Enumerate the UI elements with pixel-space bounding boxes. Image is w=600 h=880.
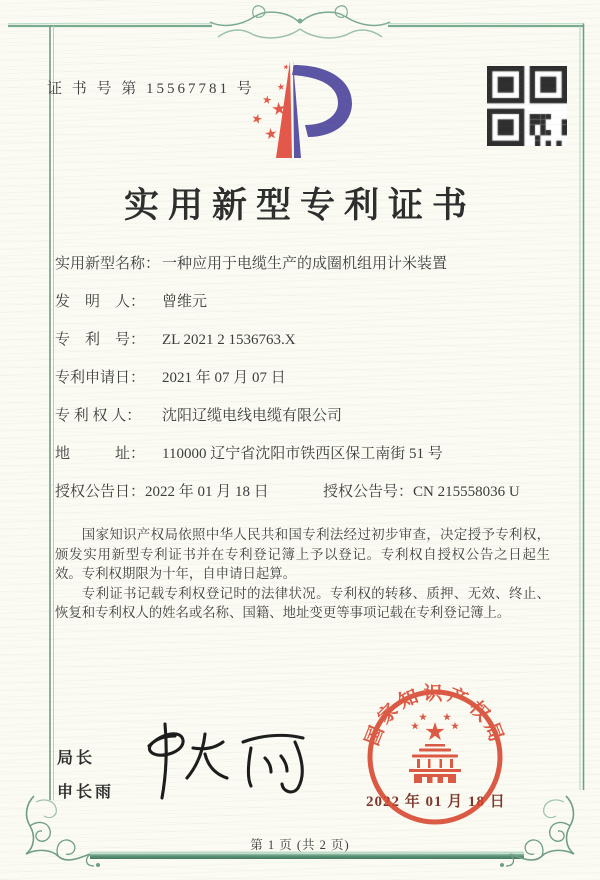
field-label: 专 利 权 人： <box>55 408 142 424</box>
field-label: 地 址： <box>55 446 146 462</box>
field-row-address <box>55 444 560 482</box>
field-row-inventor <box>55 292 560 330</box>
director-name: 申长雨 <box>57 784 115 801</box>
field-row-patent-number <box>55 330 560 368</box>
field-value: 沈阳辽缆电线电缆有限公司 <box>162 408 343 424</box>
field-value: 2021 年 07 月 07 日 <box>162 370 286 386</box>
field-label: 专 利 号： <box>55 332 146 348</box>
national-emblem-icon <box>409 713 461 783</box>
official-seal <box>349 671 521 843</box>
field-label: 专利申请日： <box>55 370 146 386</box>
grant-number <box>323 482 520 503</box>
legal-text-section <box>55 525 550 623</box>
field-label: 授权公告号： <box>323 484 414 500</box>
director-title: 局长 <box>57 750 96 767</box>
qr-code <box>487 66 567 146</box>
field-label: 发 明 人： <box>55 294 146 310</box>
field-label: 授权公告日： <box>55 484 146 500</box>
field-label: 实用新型名称： <box>55 256 161 272</box>
field-row-name <box>55 254 560 292</box>
seal-date: 2022 年 01 月 18 日 <box>366 794 506 810</box>
fields-section <box>55 254 560 520</box>
grant-date <box>55 482 323 503</box>
field-row-grant <box>55 482 560 520</box>
field-value: ZL 2021 2 1536763.X <box>162 332 296 348</box>
cnipa-logo-icon <box>231 58 367 166</box>
field-row-filing-date <box>55 368 560 406</box>
certificate-number: 证 书 号 第 15567781 号 <box>47 81 255 97</box>
seal-text: 国家知识产权局 <box>361 683 509 749</box>
legal-paragraph-2: 专利证书记载专利权登记时的法律状况。专利权的转移、质押、无效、终止、恢复和专利权人的姓名或名称、国籍、地址变更等事项记载在专利登记簿上。 <box>55 585 550 620</box>
field-value: 110000 辽宁省沈阳市铁西区保工南街 51 号 <box>162 446 443 462</box>
field-value: CN 215558036 U <box>413 484 520 500</box>
director-block <box>57 742 114 810</box>
legal-paragraph-1: 国家知识产权局依照中华人民共和国专利法经过初步审查，决定授予专利权，颁发实用新型专利证书并在专利登记簿上予以登记。专利权自授权公告之日起生效。专利权期限为十年，自申请日起算。 <box>55 527 550 581</box>
field-value: 2022 年 01 月 18 日 <box>145 484 269 500</box>
signature <box>135 720 325 810</box>
field-value: 一种应用于电缆生产的成圈机组用计米装置 <box>162 256 448 272</box>
page-footer: 第 1 页 (共 2 页) <box>250 838 350 852</box>
svg-text:国家知识产权局 <box>361 681 509 748</box>
certificate-title: 实用新型专利证书 <box>123 186 476 225</box>
field-value: 曾维元 <box>162 294 208 310</box>
field-row-patentee <box>55 406 560 444</box>
